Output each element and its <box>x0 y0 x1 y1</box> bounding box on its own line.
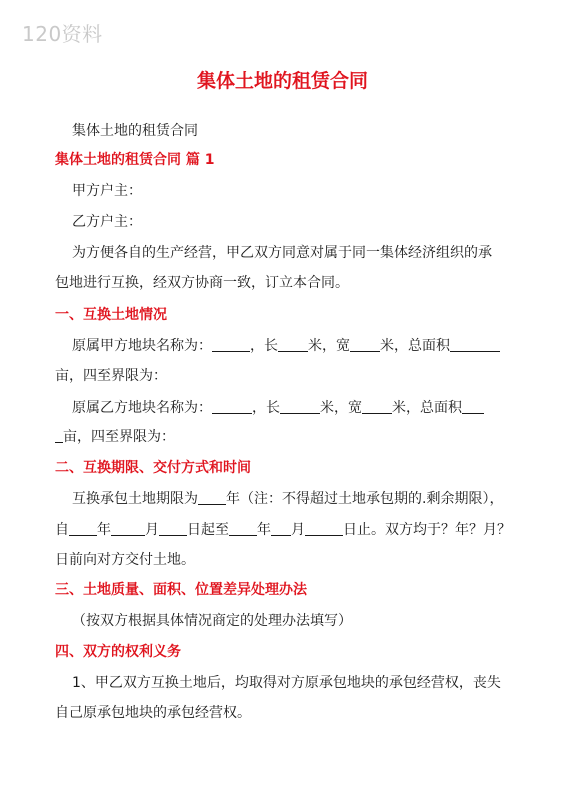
text: 日止。双方均于？年？月？ <box>343 522 511 538</box>
blank-term-years[interactable] <box>198 490 226 505</box>
text: 年（注：不得超过土地承包期的.剩余期限）， <box>226 491 504 507</box>
blank-end-year[interactable] <box>229 521 257 536</box>
text: 米，总面积 <box>392 400 462 416</box>
text: ，长 <box>250 338 278 354</box>
text: 米，总面积 <box>380 338 450 354</box>
document-subtitle: 集体土地的租赁合同 <box>72 123 198 139</box>
heading-rights-duties: 四、双方的权利义务 <box>55 644 181 660</box>
blank-area[interactable] <box>462 399 484 414</box>
blank-area-cont[interactable] <box>55 428 63 443</box>
text: 月 <box>145 522 159 538</box>
party-b-boundary-line <box>55 427 175 447</box>
text: 日起至 <box>187 522 229 538</box>
blank-plot-name[interactable] <box>212 337 250 352</box>
text: ，长 <box>252 400 280 416</box>
blank-length[interactable] <box>280 399 320 414</box>
intro-paragraph-line-1: 为方便各自的生产经营，甲乙双方同意对属于同一集体经济组织的承 <box>72 245 492 261</box>
section-heading: 集体土地的租赁合同 篇 1 <box>55 152 215 168</box>
text: 年 <box>257 522 271 538</box>
heading-land-exchange: 一、互换土地情况 <box>55 307 167 323</box>
intro-paragraph-line-2: 包地进行互换，经双方协商一致，订立本合同。 <box>55 275 349 291</box>
party-a-boundary-line: 亩，四至界限为： <box>55 368 167 384</box>
term-line-3: 日前向对方交付土地。 <box>55 552 195 568</box>
party-b-plot-line <box>72 398 484 418</box>
text: 米，宽 <box>320 400 362 416</box>
blank-area[interactable] <box>450 337 500 352</box>
text: 原属甲方地块名称为： <box>72 338 212 354</box>
heading-term-delivery: 二、互换期限、交付方式和时间 <box>55 460 251 476</box>
blank-start-day[interactable] <box>159 521 187 536</box>
party-a-plot-line <box>72 336 500 356</box>
party-a-line: 甲方户主： <box>72 183 142 199</box>
blank-length[interactable] <box>278 337 308 352</box>
blank-end-month[interactable] <box>271 521 291 536</box>
watermark: 120资料 <box>22 22 103 46</box>
text: 年 <box>97 522 111 538</box>
blank-width[interactable] <box>362 399 392 414</box>
blank-start-month[interactable] <box>111 521 145 536</box>
document-title: 集体土地的租赁合同 <box>196 70 368 92</box>
blank-start-year[interactable] <box>69 521 97 536</box>
text: 原属乙方地块名称为： <box>72 400 212 416</box>
term-line-1 <box>72 489 503 509</box>
heading-quality-differences: 三、土地质量、面积、位置差异处理办法 <box>55 582 307 598</box>
duty-line-2: 自己原承包地块的承包经营权。 <box>55 705 251 721</box>
quality-note: （按双方根据具体情况商定的处理办法填写） <box>72 613 352 629</box>
text: 互换承包土地期限为 <box>72 491 198 507</box>
party-b-line: 乙方户主： <box>72 214 142 230</box>
blank-width[interactable] <box>350 337 380 352</box>
text: 月 <box>291 522 305 538</box>
blank-end-day[interactable] <box>305 521 343 536</box>
text: 自 <box>55 522 69 538</box>
blank-plot-name[interactable] <box>212 399 252 414</box>
term-line-2 <box>55 520 511 540</box>
text: 米，宽 <box>308 338 350 354</box>
duty-line-1: 1、甲乙双方互换土地后，均取得对方原承包地块的承包经营权，丧失 <box>72 675 501 691</box>
text: 亩，四至界限为： <box>63 429 175 445</box>
